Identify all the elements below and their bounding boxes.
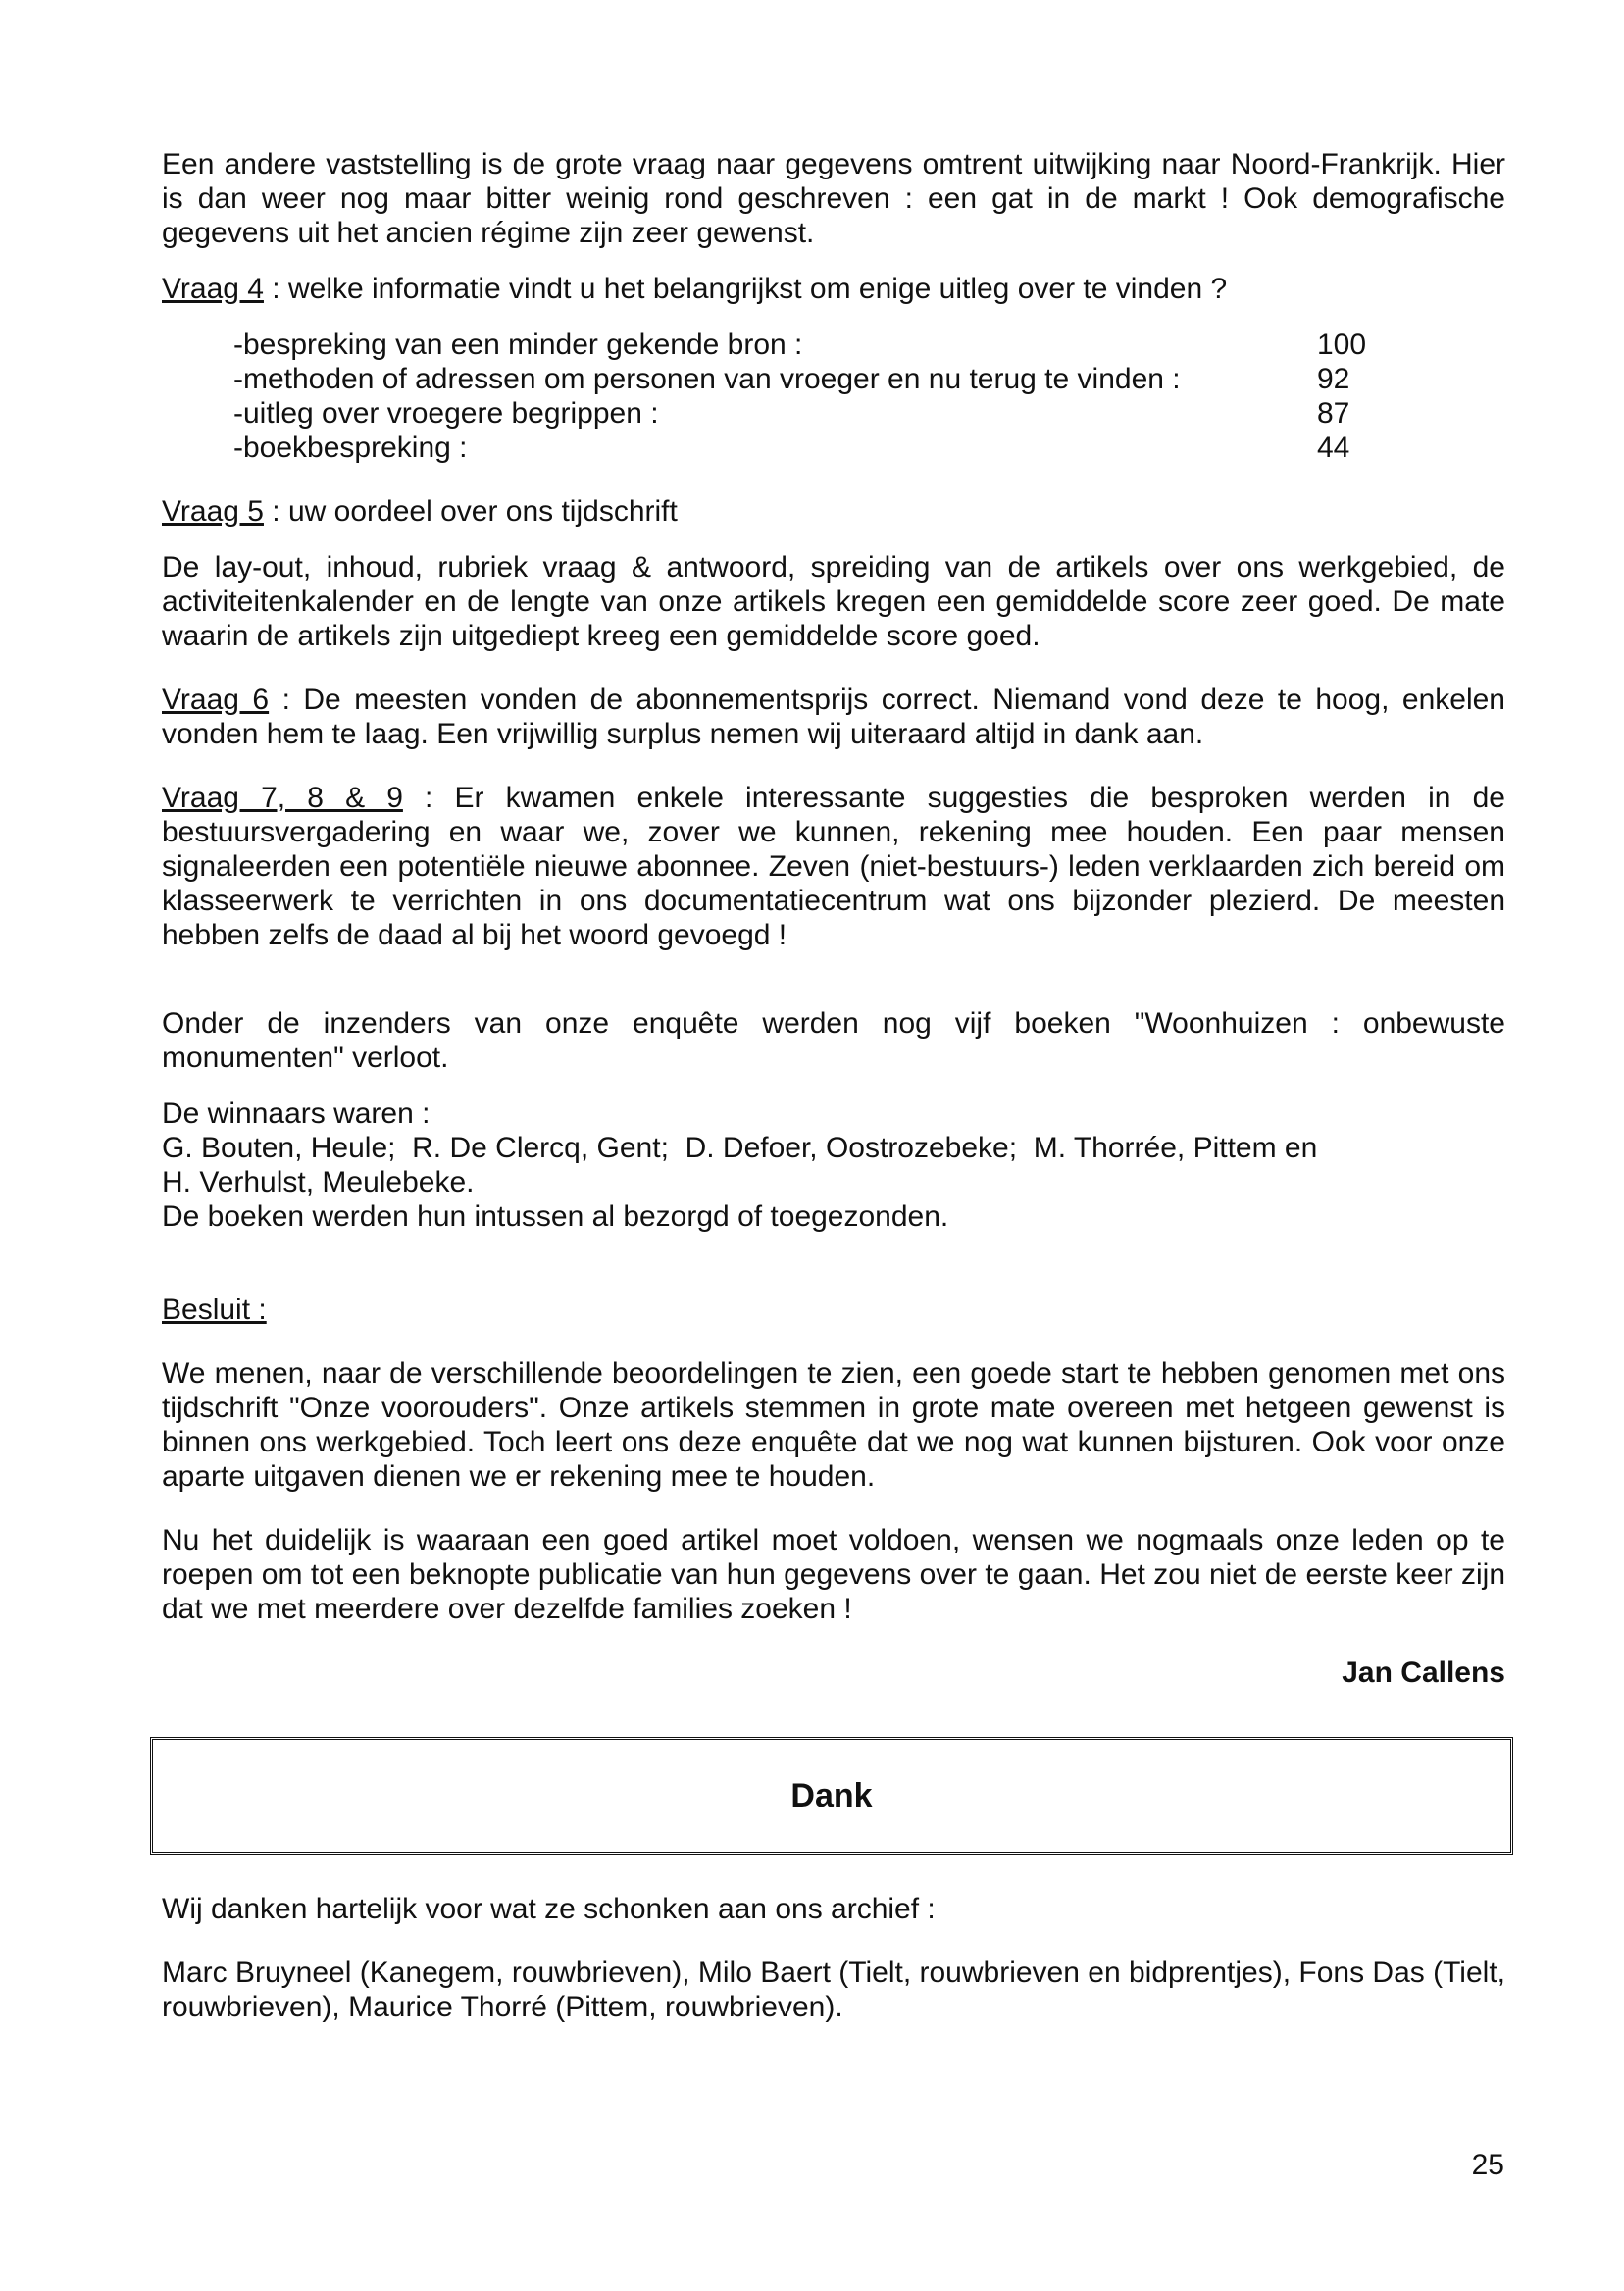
- page-number: 25: [1471, 2149, 1504, 2181]
- list-item-count: 92: [1317, 363, 1350, 395]
- list-item: [233, 431, 1366, 465]
- question-4: [162, 272, 1505, 306]
- dank-section-box: [150, 1737, 1513, 1855]
- question-5-label: Vraag 5: [162, 495, 264, 528]
- question-4-label: Vraag 4: [162, 273, 264, 305]
- question-7-8-9-text: : Er kwamen enkele interessante suggesties die besproken werden in de bestuursvergadering en waar we, zover we kunnen, rekening mee houden. Een paar mensen signaleerden een potentiële nieuwe abonnee. Zeven (niet-bestuurs-) leden verklaarden zich bereid om klasseerwerk te verrichten in ons documentatiecentrum wat ons bijzonder plezierd. De meesten hebben zelfs de daad al bij het woord gevoegd !: [162, 782, 1505, 951]
- document-page: [162, 147, 1505, 2024]
- winners-intro: De winnaars waren :: [162, 1097, 431, 1130]
- question-6: [162, 683, 1505, 751]
- question-7-8-9: [162, 781, 1505, 952]
- question-6-label: Vraag 6: [162, 684, 270, 716]
- winners-line-2: H. Verhulst, Meulebeke.: [162, 1166, 475, 1198]
- question-7-8-9-label: Vraag 7, 8 & 9: [162, 782, 403, 814]
- list-item-label: -uitleg over vroegere begrippen :: [233, 397, 659, 430]
- list-item-count: 87: [1317, 397, 1350, 430]
- conclusion-heading: [162, 1293, 1505, 1327]
- question-5: [162, 494, 1505, 529]
- lottery-paragraph: Onder de inzenders van onze enquête werden nog vijf boeken "Woonhuizen : onbewuste monumenten" verloot.: [162, 1007, 1505, 1074]
- list-item-label: -bespreking van een minder gekende bron :: [233, 329, 803, 361]
- list-item-count: 44: [1317, 432, 1350, 464]
- list-item-label: -boekbespreking :: [233, 432, 468, 464]
- question-6-text: : De meesten vonden de abonnementsprijs correct. Niemand vond deze te hoog, enkelen vonden hem te laag. Een vrijwillig surplus nemen wij uiteraard altijd in dank aan.: [162, 684, 1505, 750]
- list-item-count: 100: [1317, 329, 1367, 361]
- intro-paragraph: Een andere vaststelling is de grote vraag naar gegevens omtrent uitwijking naar Noord-Frankrijk. Hier is dan weer nog maar bitter weinig rond geschreven : een gat in de markt ! Ook demografische gegevens uit het ancien régime zijn zeer gewenst.: [162, 148, 1505, 249]
- question-4-text: : welke informatie vindt u het belangrijkst om enige uitleg over te vinden ?: [263, 273, 1228, 305]
- list-item-label: -methoden of adressen om personen van vroeger en nu terug te vinden :: [233, 363, 1181, 395]
- conclusion-paragraph-1: We menen, naar de verschillende beoordelingen te zien, een goede start te hebben genomen met ons tijdschrift "Onze voorouders". Onze artikels stemmen in grote mate overeen met hetgeen gewenst is binnen ons werkgebied. Toch leert ons deze enquête dat we nog wat kunnen bijsturen. Ook voor onze aparte uitgaven dienen we er rekening mee te houden.: [162, 1357, 1505, 1493]
- dank-donors: Marc Bruyneel (Kanegem, rouwbrieven), Milo Baert (Tielt, rouwbrieven en bidprentjes), Fons Das (Tielt, rouwbrieven), Maurice Thorré (Pittem, rouwbrieven).: [162, 1957, 1505, 2023]
- conclusion-paragraph-2: Nu het duidelijk is waaraan een goed artikel moet voldoen, wensen we nogmaals onze leden op te roepen om tot een beknopte publicatie van hun gegevens over te gaan. Het zou niet de eerste keer zijn dat we met meerdere over dezelfde families zoeken !: [162, 1524, 1505, 1625]
- question-5-text: : uw oordeel over ons tijdschrift: [263, 495, 678, 528]
- list-item: [233, 362, 1366, 396]
- list-item: [233, 396, 1366, 431]
- author-signature: Jan Callens: [1342, 1656, 1505, 1689]
- conclusion-label: Besluit :: [162, 1294, 267, 1326]
- winners-line-1: G. Bouten, Heule; R. De Clercq, Gent; D. Defoer, Oostrozebeke; M. Thorrée, Pittem en: [162, 1132, 1318, 1164]
- dank-title: Dank: [790, 1776, 873, 1814]
- question-4-results: [233, 328, 1366, 465]
- winners-outro: De boeken werden hun intussen al bezorgd of toegezonden.: [162, 1200, 949, 1233]
- list-item: [233, 328, 1366, 362]
- question-5-body: De lay-out, inhoud, rubriek vraag & antwoord, spreiding van de artikels over ons werkgebied, de activiteitenkalender en de lengte van onze artikels kregen een gemiddelde score zeer goed. De mate waarin de artikels zijn uitgediept kreeg een gemiddelde score goed.: [162, 551, 1505, 652]
- dank-intro: Wij danken hartelijk voor wat ze schonken aan ons archief :: [162, 1893, 936, 1925]
